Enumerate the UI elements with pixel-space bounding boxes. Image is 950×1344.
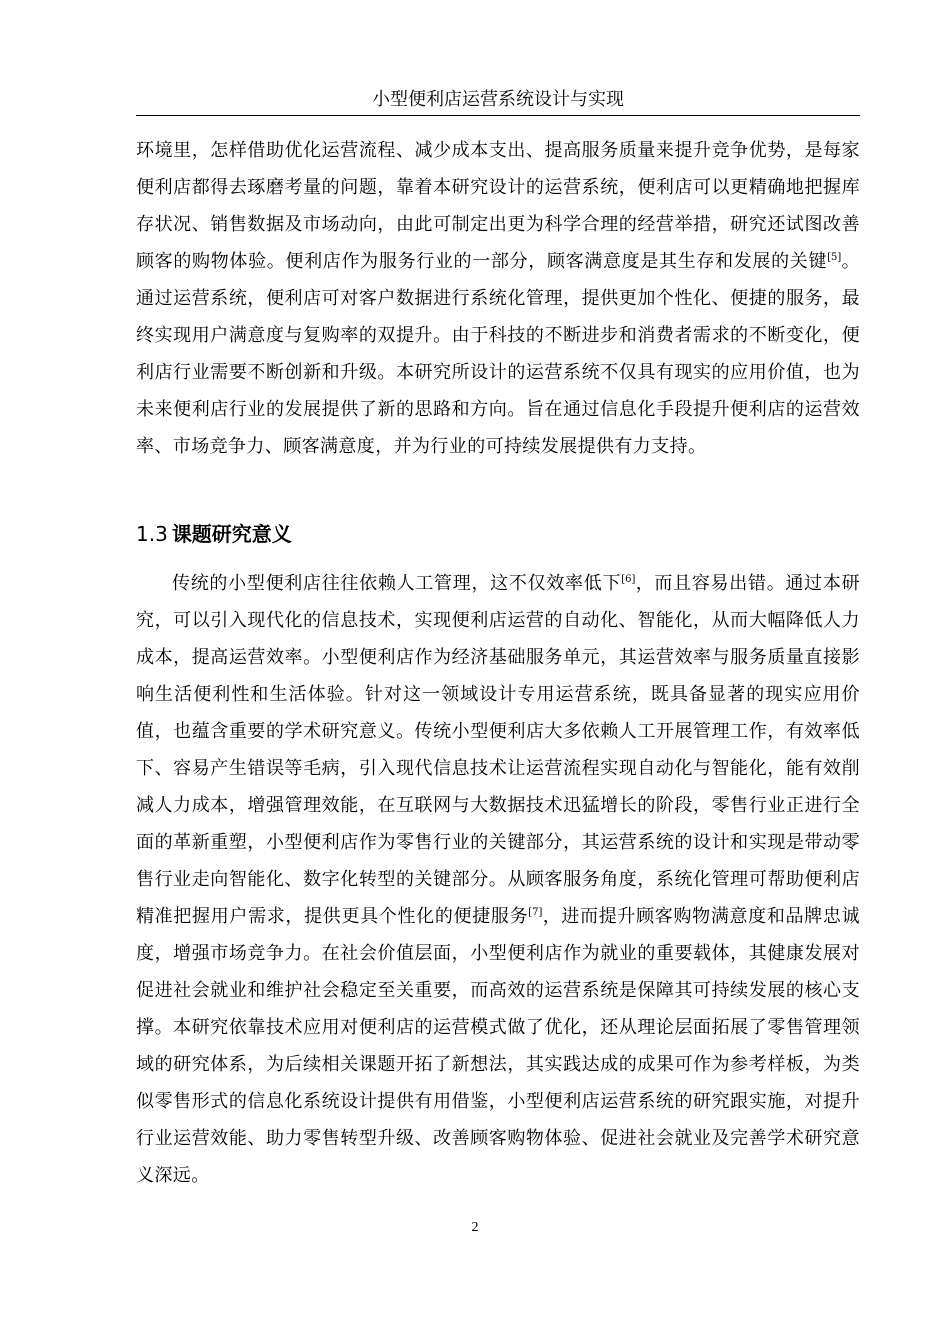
citation-marker: [7]	[528, 907, 543, 918]
running-header: 小型便利店运营系统设计与实现	[372, 89, 624, 110]
body-paragraph	[136, 565, 860, 1194]
section-title: 课题研究意义	[171, 522, 292, 546]
paragraph-text: ，进而提升顾客购物满意度和品牌忠诚度，增强市场竞争力。在社会价值层面，小型便利店作为就业的重要载体，其健康发展对促进社会就业和维护社会稳定至关重要，而高效的运营系统是保障其可持续发展的核心支撑。本研究依靠技术应用对便利店的运营模式做了优化，还从理论层面拓展了零售管理领域的研究体系，为后续相关课题开拓了新想法，其实践达成的成果可作为参考样板，为类似零售形式的信息化系统设计提供有用借鉴，小型便利店运营系统的研究跟实施，对提升行业运营效能、助力零售转型升级、改善顾客购物体验、促进社会就业及完善学术研究意义深远。	[136, 906, 860, 1186]
citation-marker: [6]	[621, 574, 636, 585]
header-rule	[136, 115, 860, 116]
paragraph-text: 传统的小型便利店往往依赖人工管理，这不仅效率低下	[172, 573, 622, 594]
paragraph-text: ，而且容易出错。通过本研究，可以引入现代化的信息技术，实现便利店运营的自动化、智能化，从而大幅降低人力成本，提高运营效率。小型便利店作为经济基础服务单元，其运营效率与服务质量直接影响生活便利性和生活体验。针对这一领域设计专用运营系统，既具备显著的现实应用价值，也蕴含重要的学术研究意义。传统小型便利店大多依赖人工开展管理工作，有效率低下、容易产生错误等毛病，引入现代信息技术让运营流程实现自动化与智能化，能有效削减人力成本，增强管理效能，在互联网与大数据技术迅猛增长的阶段，零售行业正进行全面的革新重塑，小型便利店作为零售行业的关键部分，其运营系统的设计和实现是带动零售行业走向智能化、数字化转型的关键部分。从顾客服务角度，系统化管理可帮助便利店精准把握用户需求，提供更具个性化的便捷服务	[136, 573, 860, 927]
body-paragraph	[136, 132, 860, 465]
paragraph-text: 环境里，怎样借助优化运营流程、减少成本支出、提高服务质量来提升竞争优势，是每家便利店都得去琢磨考量的问题，靠着本研究设计的运营系统，便利店可以更精确地把握库存状况、销售数据及市场动向，由此可制定出更为科学合理的经营举措，研究还试图改善顾客的购物体验。便利店作为服务行业的一部分，顾客满意度是其生存和发展的关键	[136, 140, 860, 272]
section-number: 1.3	[136, 522, 168, 546]
section-heading	[136, 516, 292, 552]
citation-marker: [5]	[827, 252, 842, 263]
page-number: 2	[471, 1220, 479, 1235]
paragraph-text: 。通过运营系统，便利店可对客户数据进行系统化管理，提供更加个性化、便捷的服务，最终实现用户满意度与复购率的双提升。由于科技的不断进步和消费者需求的不断变化，便利店行业需要不断创新和升级。本研究所设计的运营系统不仅具有现实的应用价值，也为未来便利店行业的发展提供了新的思路和方向。旨在通过信息化手段提升便利店的运营效率、市场竞争力、顾客满意度，并为行业的可持续发展提供有力支持。	[136, 251, 861, 457]
